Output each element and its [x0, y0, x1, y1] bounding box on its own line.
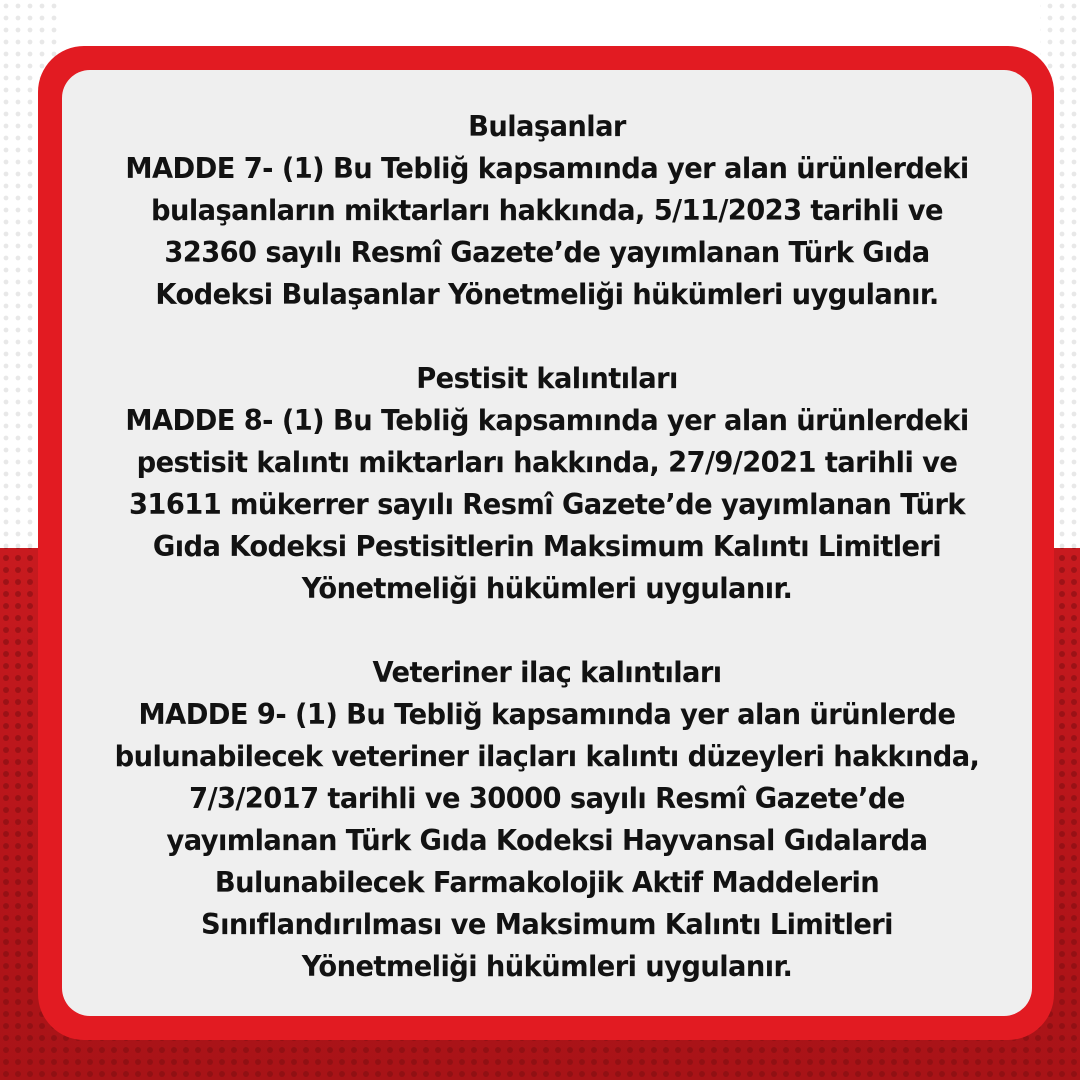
- section-pestisit-kalintilari: [62, 358, 1032, 610]
- text-line: 31611 mükerrer sayılı Resmî Gazete’de yayımlanan Türk: [128, 488, 966, 521]
- text-line: Kodeksi Bulaşanlar Yönetmeliği hükümleri uygulanır.: [155, 278, 939, 311]
- text-line: MADDE 9- (1) Bu Tebliğ kapsamında yer alan ürünlerde: [138, 698, 956, 731]
- text-line: MADDE 8- (1) Bu Tebliğ kapsamında yer alan ürünlerdeki: [125, 404, 969, 437]
- text-line: Yönetmeliği hükümleri uygulanır.: [301, 950, 793, 983]
- text-line: MADDE 7- (1) Bu Tebliğ kapsamında yer alan ürünlerdeki: [125, 152, 969, 185]
- text-line: Sınıflandırılması ve Maksimum Kalıntı Limitleri: [201, 908, 893, 941]
- text-line: yayımlanan Türk Gıda Kodeksi Hayvansal Gıdalarda: [166, 824, 928, 857]
- text-line: bulunabilecek veteriner ilaçları kalıntı düzeyleri hakkında,: [114, 740, 980, 773]
- section-heading: Bulaşanlar: [468, 110, 626, 143]
- text-line: Bulunabilecek Farmakolojik Aktif Maddelerin: [214, 866, 880, 899]
- section-heading: Veteriner ilaç kalıntıları: [372, 656, 722, 689]
- text-line: bulaşanların miktarları hakkında, 5/11/2023 tarihli ve: [151, 194, 943, 227]
- regulation-text: [62, 106, 1032, 988]
- section-bulasanlar: [62, 106, 1032, 316]
- text-line: 7/3/2017 tarihli ve 30000 sayılı Resmî Gazete’de: [189, 782, 905, 815]
- text-line: Yönetmeliği hükümleri uygulanır.: [301, 572, 793, 605]
- text-line: 32360 sayılı Resmî Gazete’de yayımlanan Türk Gıda: [164, 236, 930, 269]
- section-heading: Pestisit kalıntıları: [416, 362, 678, 395]
- text-line: Gıda Kodeksi Pestisitlerin Maksimum Kalıntı Limitleri: [152, 530, 942, 563]
- text-line: pestisit kalıntı miktarları hakkında, 27/9/2021 tarihli ve: [136, 446, 958, 479]
- section-veteriner-ilac-kalintilari: [62, 652, 1032, 988]
